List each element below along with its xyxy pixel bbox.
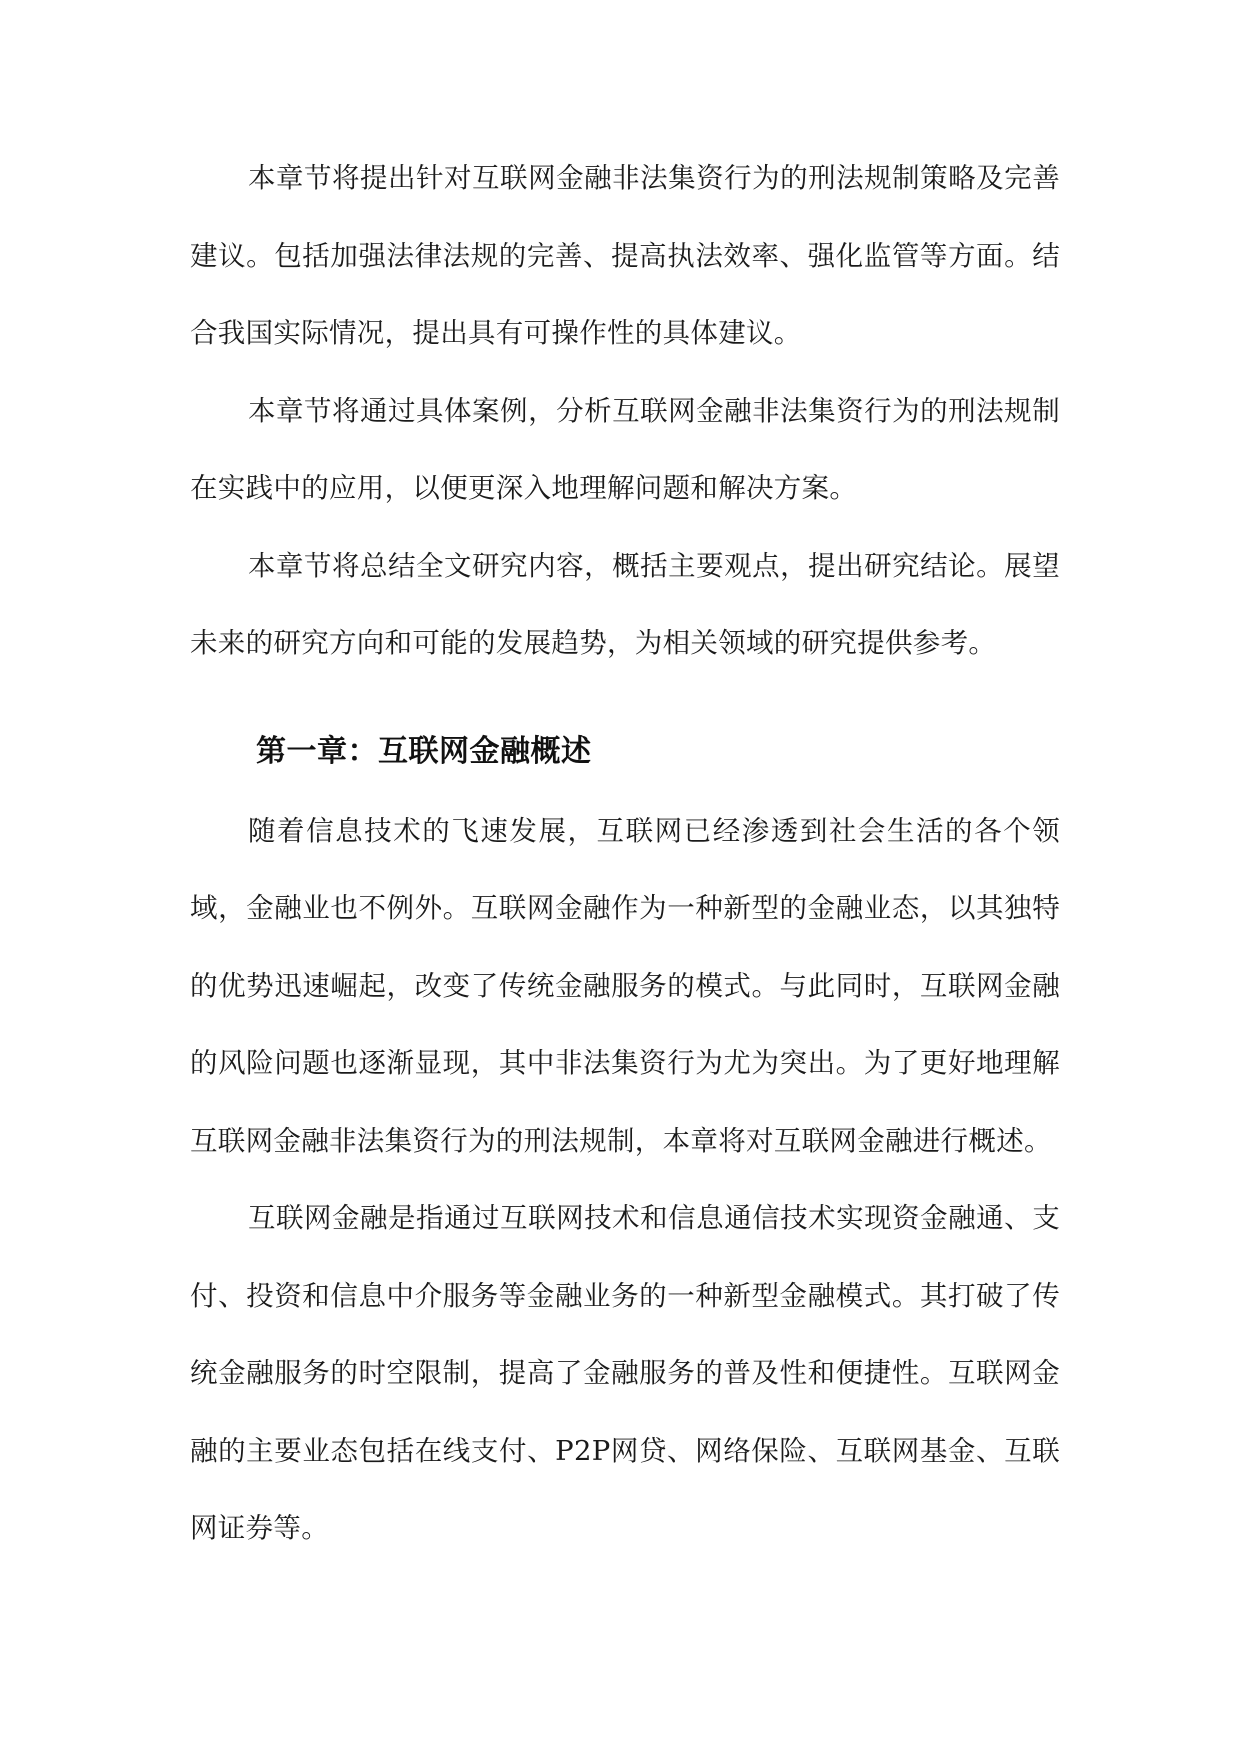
chapter-paragraph-definition: 互联网金融是指通过互联网技术和信息通信技术实现资金融通、支付、投资和信息中介服务等金融业务的一种新型金融模式。其打破了传统金融服务的时空限制，提高了金融服务的普及性和便捷性。互联网金融的主要业态包括在线支付、P2P网贷、网络保险、互联网基金、互联网证券等。: [190, 1202, 1060, 1544]
intro-paragraph-cases: 本章节将通过具体案例，分析互联网金融非法集资行为的刑法规制在实践中的应用，以便更深入地理解问题和解决方案。: [190, 394, 1060, 504]
chapter-heading: 第一章：互联网金融概述: [256, 733, 592, 769]
chapter-paragraph-background: 随着信息技术的飞速发展，互联网已经渗透到社会生活的各个领域，金融业也不例外。互联网金融作为一种新型的金融业态，以其独特的优势迅速崛起，改变了传统金融服务的模式。与此同时，互联网金融的风险问题也逐渐显现，其中非法集资行为尤为突出。为了更好地理解互联网金融非法集资行为的刑法规制，本章将对互联网金融进行概述。: [190, 814, 1060, 1157]
intro-paragraph-strategy: 本章节将提出针对互联网金融非法集资行为的刑法规制策略及完善建议。包括加强法律法规的完善、提高执法效率、强化监管等方面。结合我国实际情况，提出具有可操作性的具体建议。: [190, 162, 1060, 349]
intro-paragraph-conclusion: 本章节将总结全文研究内容，概括主要观点，提出研究结论。展望未来的研究方向和可能的发展趋势，为相关领域的研究提供参考。: [190, 549, 1060, 659]
page-content: [190, 140, 1060, 1568]
